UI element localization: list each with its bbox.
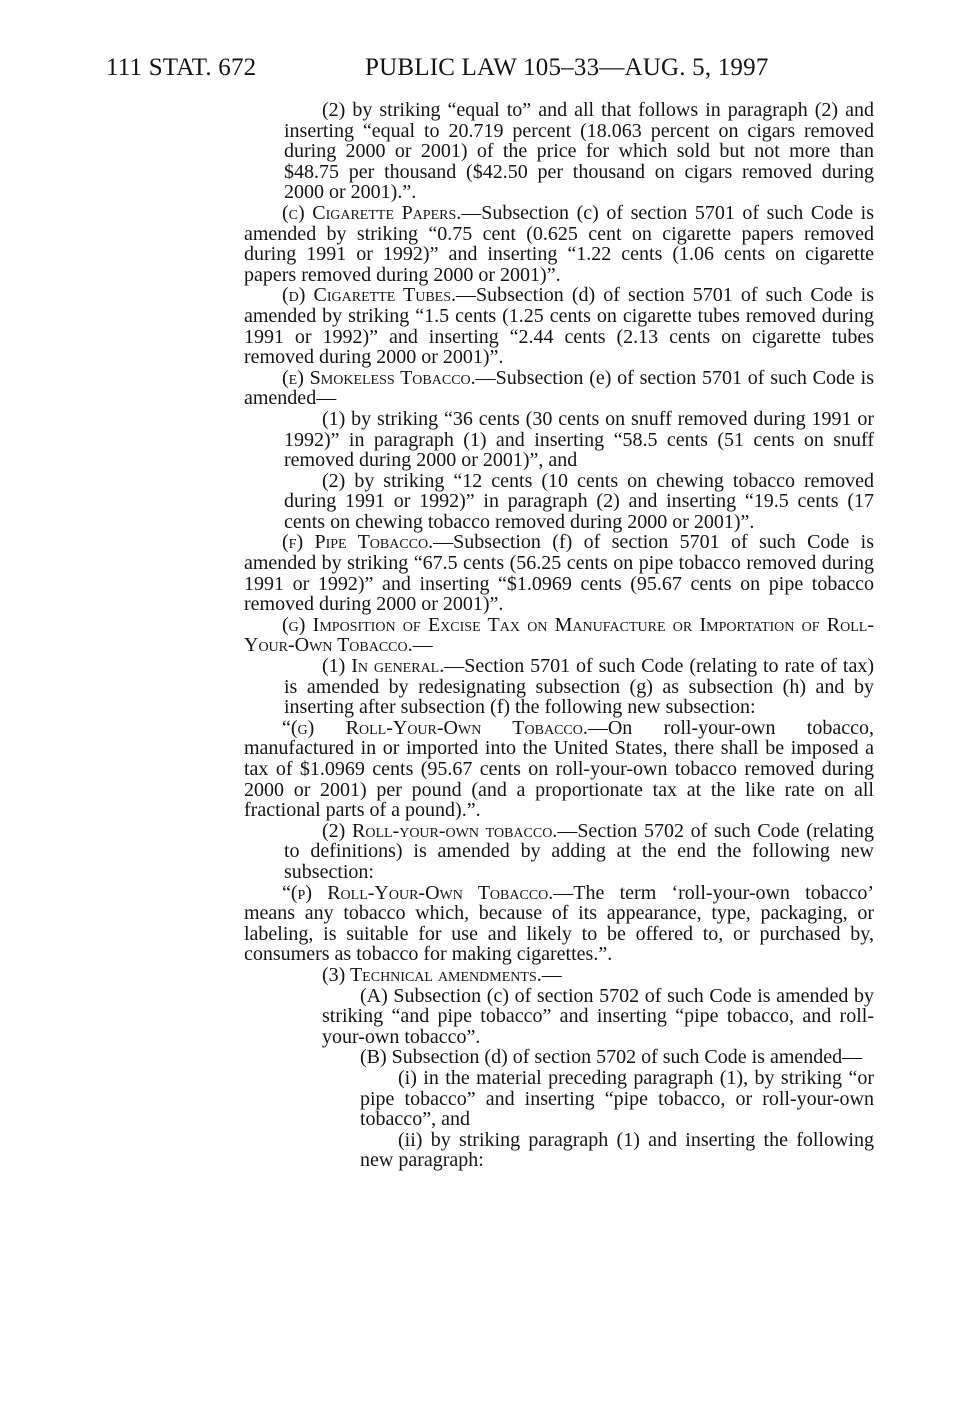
paragraph-text: (1) by striking “36 cents (30 cents on snuff removed during 1991 or 1992)” in paragraph (1) and inserting “58.5 cents (51 cents on snuff removed during 2000 or 2001)”, and [284, 407, 874, 472]
paragraph [244, 203, 874, 285]
paragraph-heading: (e) Smokeless Tobacco. [282, 366, 476, 389]
paragraph [244, 656, 874, 718]
paragraph-heading: (g) Imposition of Excise Tax on Manufacture or Importation of Roll-Your-Own Tobacco. [244, 613, 874, 657]
paragraph-text: (A) Subsection (c) of section 5702 of such Code is amended by striking “and pipe tobacco” and inserting “pipe tobacco, and roll-your-own tobacco”. [322, 984, 874, 1048]
paragraph-text: —Section 5701 of such Code (relating to rate of tax) is amended by redesignating subsection (g) as subsection (h) and by inserting after subsection (f) the following new subsection: [284, 655, 874, 719]
paragraph [244, 965, 874, 986]
paragraph-heading: “(p) Roll-Your-Own Tobacco. [282, 881, 554, 904]
paragraph-text: — [412, 634, 433, 657]
paragraph [244, 285, 874, 367]
paragraph-text: (ii) by striking paragraph (1) and inserting the following new paragraph: [360, 1128, 874, 1172]
paragraph-heading: (2) Roll-your-own tobacco. [322, 819, 558, 842]
paragraph-text: (2) by striking “12 cents (10 cents on chewing tobacco removed during 1991 or 1992)” in paragraph (2) and inserting “19.5 cents (17 cents on chewing tobacco removed during 2000 or 2001)”. [284, 469, 874, 533]
paragraph [244, 883, 874, 965]
paragraph-text: —Subsection (c) of section 5701 of such Code is amended by striking “0.75 cent (0.625 cent on cigarette papers removed during 1991 or 1992)” and inserting “1.22 cents (1.06 cents on cigarette papers removed during 2000 or 2001)”. [244, 201, 874, 286]
paragraph [244, 1068, 874, 1130]
paragraph [244, 821, 874, 883]
paragraph-text: —The term ‘roll-your-own tobacco’ means any tobacco which, because of its appearance, type, packaging, or labeling, is suitable for use and likely to be offered to, or purchased by, consumers as tobacco for making cigarettes.”. [244, 881, 874, 966]
public-law-title: PUBLIC LAW 105–33—AUG. 5, 1997 [365, 54, 769, 81]
paragraph-heading: (c) Cigarette Papers. [282, 201, 462, 224]
paragraph [244, 986, 874, 1048]
paragraph [244, 1130, 874, 1171]
body-text [244, 100, 874, 1171]
paragraph [244, 532, 874, 614]
paragraph [244, 718, 874, 821]
statute-page-reference: 111 STAT. 672 [106, 54, 257, 81]
paragraph [244, 409, 874, 471]
paragraph-heading: (d) Cigarette Tubes. [282, 284, 457, 307]
paragraph-heading: (3) Technical amendments. [322, 963, 542, 986]
paragraph [244, 368, 874, 409]
paragraph-text: —On roll-your-own tobacco, manufactured in or imported into the United States, there shall be imposed a tax of $1.0969 cents (95.67 cents on roll-your-own tobacco removed during 2000 or 2001) per pound (and a proportionate tax at the like rate on all fractional parts of a pound).”. [244, 716, 874, 822]
paragraph-text: (i) in the material preceding paragraph (1), by striking “or pipe tobacco” and inserting “pipe tobacco, or roll-your-own tobacco”, and [360, 1066, 874, 1131]
page-header [106, 54, 904, 88]
paragraph [244, 1047, 874, 1068]
paragraph-text: (B) Subsection (d) of section 5702 of such Code is amended— [360, 1046, 863, 1069]
paragraph-text: —Subsection (e) of section 5701 of such Code is amended— [244, 366, 874, 410]
paragraph-text: —Subsection (f) of section 5701 of such Code is amended by striking “67.5 cents (56.25 cents on pipe tobacco removed during 1991 or 1992)” and inserting “$1.0969 cents (95.67 cents on pipe tobacco removed during 2000 or 2001)”. [244, 531, 874, 616]
paragraph-text: — [541, 963, 562, 986]
paragraph-text: —Section 5702 of such Code (relating to definitions) is amended by adding at the end the following new subsection: [284, 819, 874, 883]
paragraph [244, 100, 874, 203]
paragraph [244, 471, 874, 533]
paragraph-heading: (f) Pipe Tobacco. [282, 531, 434, 554]
paragraph-text: (2) by striking “equal to” and all that follows in paragraph (2) and inserting “equal to 20.719 percent (18.063 percent on cigars removed during 2000 or 2001) of the price for which sold but not more than $48.75 per thousand ($42.50 per thousand on cigars removed during 2000 or 2001).”. [284, 99, 874, 204]
paragraph-text: —Subsection (d) of section 5701 of such Code is amended by striking “1.5 cents (1.25 cents on cigarette tubes removed during 1991 or 1992)” and inserting “2.44 cents (2.13 cents on cigarette tubes removed during 2000 or 2001)”. [244, 284, 874, 369]
paragraph-heading: (1) In general. [322, 655, 445, 678]
paragraph-heading: “(g) Roll-Your-Own Tobacco. [282, 716, 588, 739]
paragraph [244, 615, 874, 656]
